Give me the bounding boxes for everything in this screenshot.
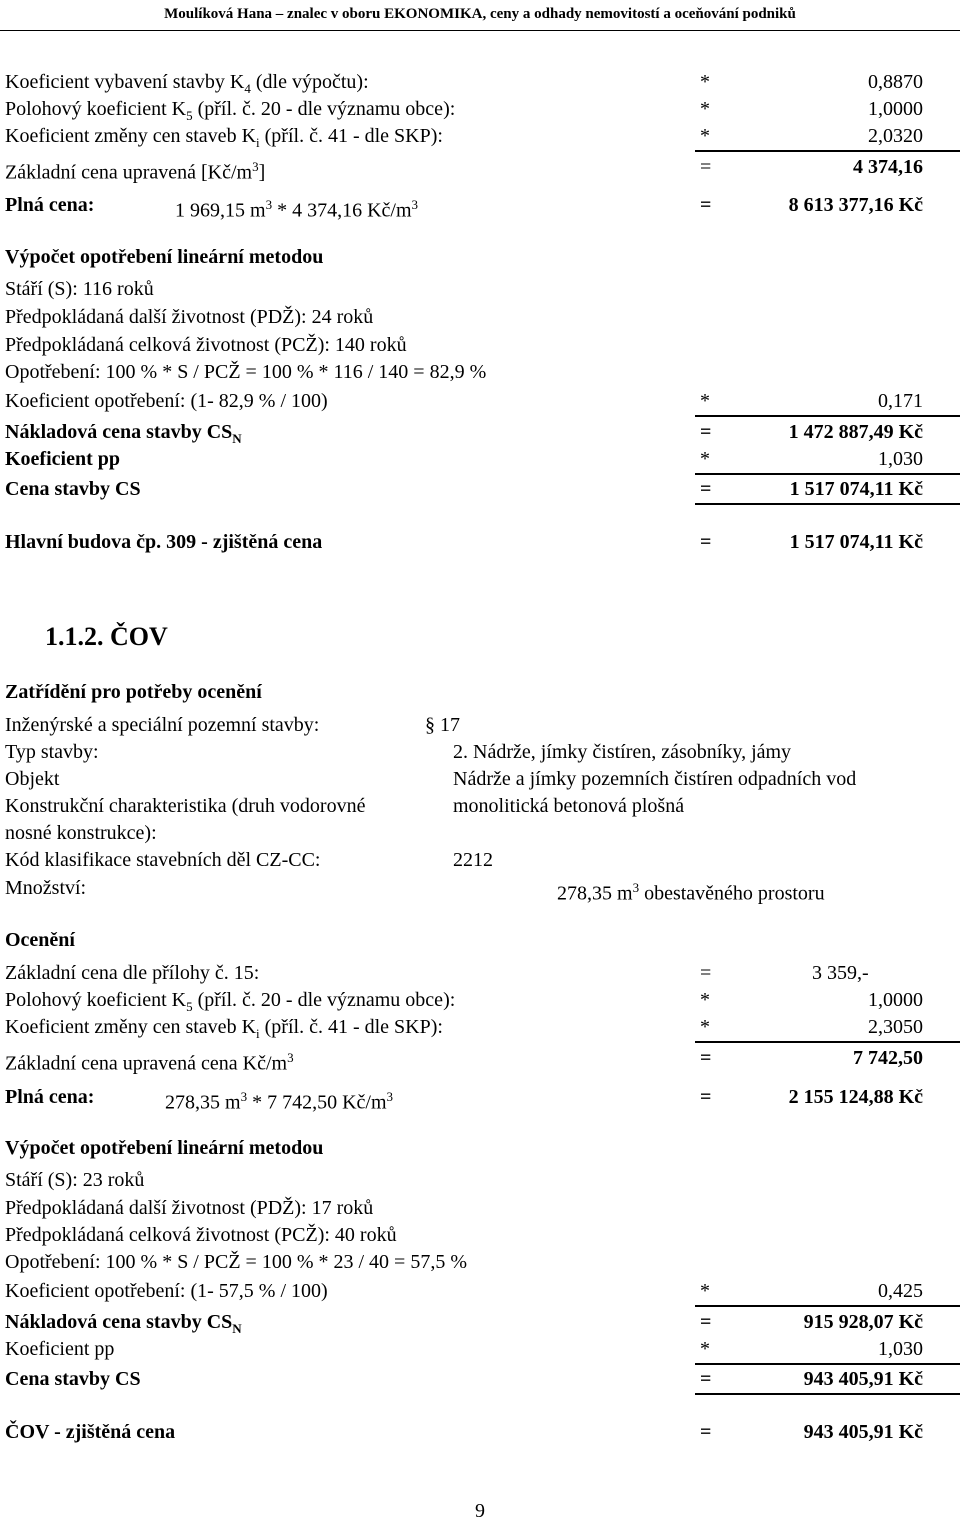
building-price-value: 1 517 074,11 Kč (789, 478, 923, 500)
remaining-life-text: Předpokládaná další životnost (PDŽ): 17 roků (5, 1197, 374, 1219)
sum-rule (695, 415, 960, 417)
remaining-life-text: Předpokládaná další životnost (PDŽ): 24 roků (5, 306, 374, 328)
valuation-title: Ocenění (5, 929, 75, 951)
base-price-adjusted-value: 4 374,16 (853, 156, 923, 178)
ki-operator: * (700, 125, 710, 147)
k4-label: Koeficient vybavení stavby $K_4$ (dle výpočtu): (5, 71, 369, 96)
full-price-value: 2 155 124,88 Kč (788, 1086, 923, 1108)
building-price-operator: = (700, 1368, 712, 1390)
sum-rule (695, 1305, 960, 1307)
ki-value: 2,0320 (868, 125, 923, 147)
cov-price-label: ČOV - zjištěná cena (5, 1421, 176, 1443)
base-price-adjusted-operator: = (700, 1047, 712, 1069)
coef-pp-operator: * (700, 448, 710, 470)
base-price-adjusted-value: 7 742,50 (853, 1047, 923, 1069)
full-price-label: Plná cena: (5, 1086, 95, 1108)
depreciation-coef-label: Koeficient opotřebení: (1- 57,5 % / 100) (5, 1280, 328, 1302)
ki-label: Koeficient změny cen staveb $K_i$ (příl. č. 41 - dle SKP): (5, 1016, 443, 1041)
classification-label: Typ stavby: (5, 741, 99, 763)
ki-value: 2,3050 (868, 1016, 923, 1038)
k4-value: 0,8870 (868, 71, 923, 93)
cost-price-value: 915 928,07 Kč (803, 1311, 923, 1333)
cov-price-value: 943 405,91 Kč (803, 1421, 923, 1443)
depreciation-coef-label: Koeficient opotřebení: (1- 82,9 % / 100) (5, 390, 328, 412)
depreciation-text: Opotřebení: 100 % * S / PCŽ = 100 % * 116 / 140 = 82,9 % (5, 361, 487, 383)
main-building-price-label: Hlavní budova čp. 309 - zjištěná cena (5, 531, 323, 553)
k5-operator: * (700, 989, 710, 1011)
full-price-operator: = (700, 1086, 712, 1108)
base-price-label: Základní cena dle přílohy č. 15: (5, 962, 260, 984)
full-price-value: 8 613 377,16 Kč (788, 194, 923, 216)
classification-value: 2. Nádrže, jímky čistíren, zásobníky, jámy (453, 741, 792, 763)
full-price-formula: 1 969,15 $m^3 * 4$ 374,16 $Kč/m^3$ (175, 197, 418, 222)
classification-value: monolitická betonová plošná (453, 795, 685, 817)
full-price-label: Plná cena: (5, 194, 95, 216)
classification-label: Objekt (5, 768, 60, 790)
depreciation-title: Výpočet opotřebení lineární metodou (5, 246, 324, 268)
base-price-operator: = (700, 962, 712, 984)
base-price-adjusted-label: Základní cena upravená $[Kč/m^3]$ (5, 159, 266, 184)
page-number: 9 (475, 1500, 485, 1522)
depreciation-coef-operator: * (700, 1280, 710, 1302)
classification-label: Inženýrské a speciální pozemní stavby: (5, 714, 320, 736)
sum-rule (695, 473, 960, 475)
age-text: Stáří (S): 23 roků (5, 1169, 145, 1191)
coef-pp-label: Koeficient pp (5, 1338, 115, 1360)
cost-price-operator: = (700, 1311, 712, 1333)
classification-value: § 17 (425, 714, 460, 736)
total-life-text: Předpokládaná celková životnost (PCŽ): 40 roků (5, 1224, 397, 1246)
building-price-value: 943 405,91 Kč (803, 1368, 923, 1390)
building-price-operator: = (700, 478, 712, 500)
coef-pp-operator: * (700, 1338, 710, 1360)
k5-label: Polohový koeficient $K_5$ (příl. č. 20 - dle významu obce): (5, 989, 456, 1014)
k5-value: 1,0000 (868, 989, 923, 1011)
main-building-price-value: 1 517 074,11 Kč (789, 531, 923, 553)
base-price-adjusted-operator: = (700, 156, 712, 178)
full-price-formula: 278,35 $m^3 * 7$ 742,50 $Kč/m^3$ (165, 1089, 393, 1114)
cov-price-operator: = (700, 1421, 712, 1443)
depreciation-coef-operator: * (700, 390, 710, 412)
classification-label: Kód klasifikace stavebních děl CZ-CC: (5, 849, 321, 871)
classification-label: Konstrukční charakteristika (druh vodorovné (5, 795, 366, 817)
base-price-adjusted-label: Základní cena upravená cena $Kč/m^3$ (5, 1050, 294, 1075)
age-text: Stáří (S): 116 roků (5, 278, 154, 300)
depreciation-text: Opotřebení: 100 % * S / PCŽ = 100 % * 23 / 40 = 57,5 % (5, 1251, 467, 1273)
sum-rule (695, 503, 960, 505)
classification-value: Nádrže a jímky pozemních čistíren odpadních vod (453, 768, 857, 790)
sum-rule (695, 1041, 960, 1043)
quantity-value: 278,35 $m^3$ obestavěného prostoru (557, 880, 825, 905)
k4-operator: * (700, 71, 710, 93)
sum-rule (695, 150, 960, 152)
base-price-value: 3 359,- (812, 962, 869, 984)
coef-pp-label: Koeficient pp (5, 448, 120, 470)
cost-price-label: Nákladová cena stavby $CS_N$ (5, 1311, 242, 1336)
classification-title: Zatřídění pro potřeby ocenění (5, 681, 262, 703)
coef-pp-value: 1,030 (878, 1338, 923, 1360)
cost-price-label: Nákladová cena stavby $CS_N$ (5, 421, 242, 446)
classification-label: nosné konstrukce): (5, 822, 157, 844)
main-building-price-operator: = (700, 531, 712, 553)
classification-value: 2212 (453, 849, 493, 871)
ki-operator: * (700, 1016, 710, 1038)
header-rule (0, 30, 960, 31)
depreciation-coef-value: 0,171 (878, 390, 923, 412)
total-life-text: Předpokládaná celková životnost (PCŽ): 140 roků (5, 334, 407, 356)
building-price-label: Cena stavby CS (5, 478, 141, 500)
cost-price-operator: = (700, 421, 712, 443)
page-header: Moulíková Hana – znalec v oboru EKONOMIKA, ceny a odhady nemovitostí a oceňování podniků (164, 6, 796, 22)
full-price-operator: = (700, 194, 712, 216)
sum-rule (695, 1363, 960, 1365)
depreciation-coef-value: 0,425 (878, 1280, 923, 1302)
coef-pp-value: 1,030 (878, 448, 923, 470)
k5-value: 1,0000 (868, 98, 923, 120)
cost-price-value: 1 472 887,49 Kč (788, 421, 923, 443)
sum-rule (695, 1393, 960, 1395)
k5-operator: * (700, 98, 710, 120)
building-price-label: Cena stavby CS (5, 1368, 141, 1390)
section-heading: 1.1.2. ČOV (45, 622, 168, 651)
depreciation-title: Výpočet opotřebení lineární metodou (5, 1137, 324, 1159)
quantity-label: Množství: (5, 877, 87, 899)
k5-label: Polohový koeficient $K_5$ (příl. č. 20 - dle významu obce): (5, 98, 456, 123)
ki-label: Koeficient změny cen staveb $K_i$ (příl. č. 41 - dle SKP): (5, 125, 443, 150)
